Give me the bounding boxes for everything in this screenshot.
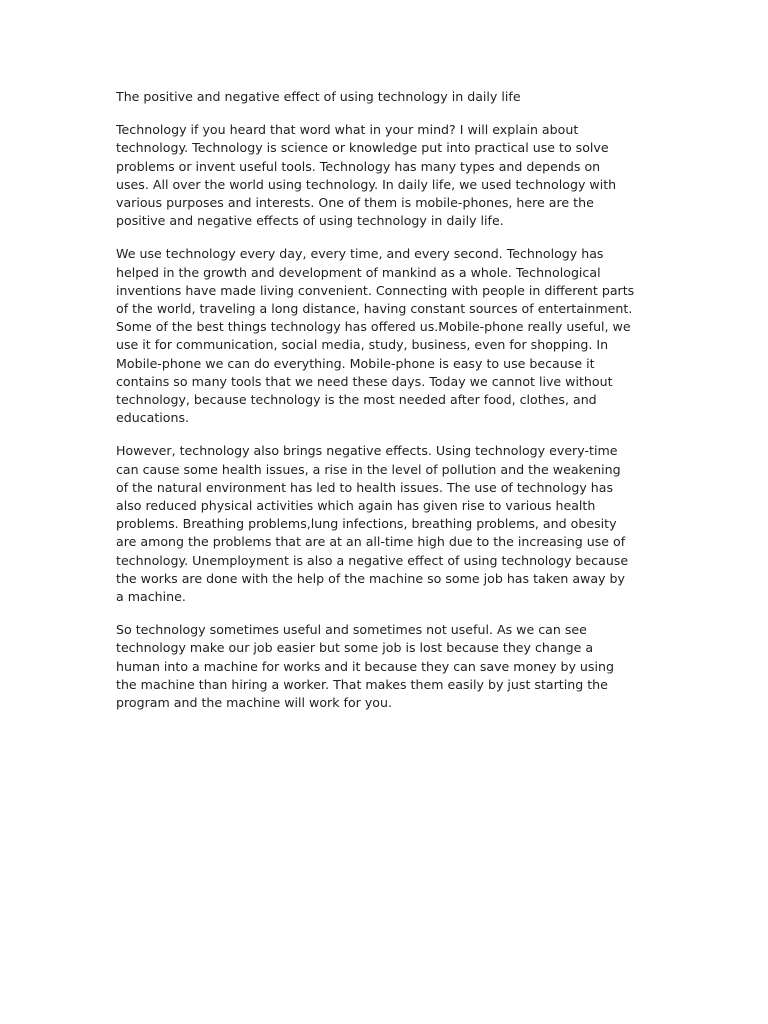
text-line: We use technology every day, every time, and every second. Technology has [116,246,604,262]
text-line: technology make our job easier but some job is lost because they change a [116,640,594,656]
text-line: can cause some health issues, a rise in the level of pollution and the weakening [116,461,621,477]
text-line: the works are done with the help of the machine so some job has taken away by [116,570,625,586]
text-line: of the natural environment has led to health issues. The use of technology has [116,479,614,495]
text-line: Technology if you heard that word what in your mind? I will explain about [116,122,579,138]
document-title: The positive and negative effect of using technology in daily life [116,89,521,104]
text-line: program and the machine will work for you. [116,695,392,711]
text-line: technology. Unemployment is also a negative effect of using technology because [116,552,629,568]
text-line: human into a machine for works and it because they can save money by using [116,658,614,674]
text-line: However, technology also brings negative effects. Using technology every-time [116,443,618,459]
document-body [116,88,656,727]
paragraph-conclusion [116,621,656,712]
text-line: also reduced physical activities which again has given rise to various health [116,498,596,514]
text-line: Some of the best things technology has offered us.Mobile-phone really useful, we [116,319,631,335]
text-line: use it for communication, social media, study, business, even for shopping. In [116,337,609,353]
text-line: are among the problems that are at an all-time high due to the increasing use of [116,534,626,550]
paragraph-negative-effects [116,442,656,606]
text-line: a machine. [116,589,186,605]
text-line: inventions have made living convenient. Connecting with people in different parts [116,282,635,298]
text-line: helped in the growth and development of mankind as a whole. Technological [116,264,601,280]
text-line: various purposes and interests. One of them is mobile-phones, here are the [116,195,594,211]
paragraph-positive-effects [116,245,656,427]
text-line: problems or invent useful tools. Technology has many types and depends on [116,158,601,174]
text-line: of the world, traveling a long distance, having constant sources of entertainment. [116,301,633,317]
text-line: the machine than hiring a worker. That makes them easily by just starting the [116,676,608,692]
text-line: problems. Breathing problems,lung infections, breathing problems, and obesity [116,516,617,532]
paragraph-intro [116,121,656,230]
text-line: Mobile-phone we can do everything. Mobile-phone is easy to use because it [116,355,595,371]
text-line: educations. [116,410,190,426]
text-line: uses. All over the world using technology. In daily life, we used technology with [116,176,617,192]
text-line: So technology sometimes useful and sometimes not useful. As we can see [116,622,587,638]
text-line: contains so many tools that we need these days. Today we cannot live without [116,373,613,389]
text-line: technology. Technology is science or knowledge put into practical use to solve [116,140,609,156]
text-line: technology, because technology is the most needed after food, clothes, and [116,392,597,408]
text-line: positive and negative effects of using technology in daily life. [116,213,504,229]
